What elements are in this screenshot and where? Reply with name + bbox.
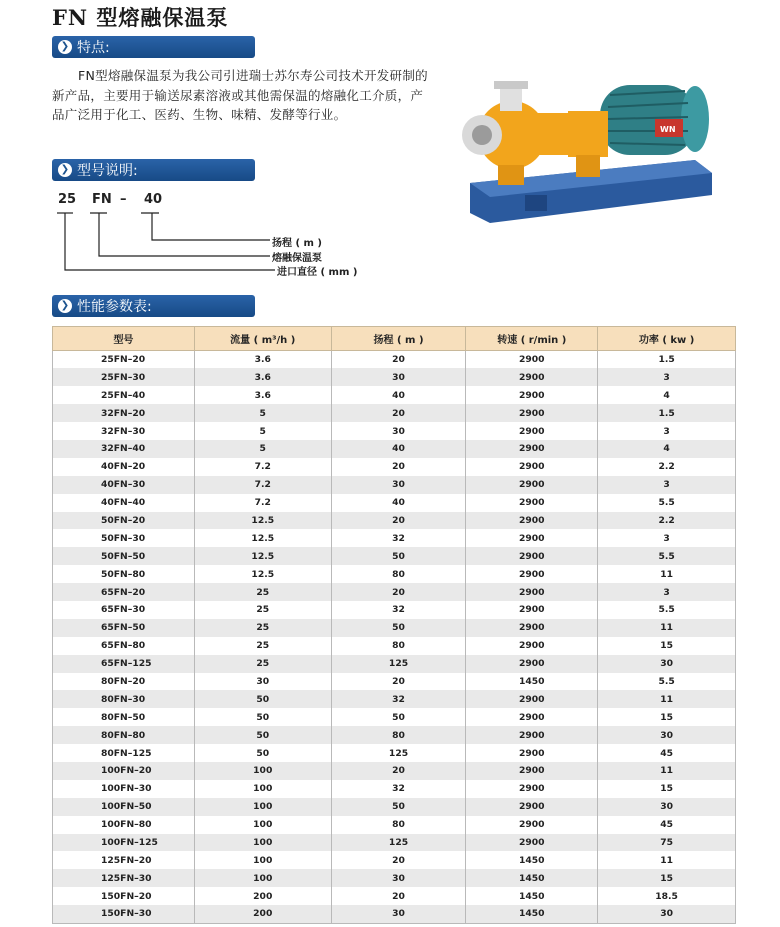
- table-row: [53, 798, 736, 816]
- cell-power: 5.5: [598, 673, 736, 691]
- cell-flow: 25: [194, 601, 331, 619]
- table-row: [53, 422, 736, 440]
- cell-flow: 7.2: [194, 494, 331, 512]
- cell-head: 50: [331, 619, 466, 637]
- cell-speed: 2900: [466, 619, 598, 637]
- table-row: [53, 744, 736, 762]
- cell-model: 100FN–80: [53, 816, 195, 834]
- section-title-params: 性能参数表:: [77, 299, 152, 315]
- cell-model: 100FN–50: [53, 798, 195, 816]
- table-row: [53, 619, 736, 637]
- cell-model: 80FN–50: [53, 708, 195, 726]
- cell-speed: 2900: [466, 494, 598, 512]
- cell-head: 125: [331, 834, 466, 852]
- table-row: [53, 690, 736, 708]
- cell-head: 20: [331, 762, 466, 780]
- cell-model: 32FN–20: [53, 404, 195, 422]
- cell-model: 65FN–125: [53, 655, 195, 673]
- cell-head: 20: [331, 512, 466, 530]
- section-bar-model: [52, 159, 255, 181]
- cell-power: 11: [598, 690, 736, 708]
- cell-power: 2.2: [598, 512, 736, 530]
- pump-illustration: [450, 55, 725, 233]
- cell-flow: 5: [194, 404, 331, 422]
- cell-power: 3: [598, 476, 736, 494]
- model-code-inlet: 25: [58, 192, 77, 207]
- cell-model: 40FN–40: [53, 494, 195, 512]
- table-row: [53, 905, 736, 923]
- header-power: 功率 ( kw ): [598, 327, 736, 351]
- cell-model: 150FN–30: [53, 905, 195, 923]
- cell-speed: 2900: [466, 744, 598, 762]
- cell-model: 65FN–50: [53, 619, 195, 637]
- cell-head: 40: [331, 494, 466, 512]
- cell-power: 5.5: [598, 494, 736, 512]
- cell-power: 11: [598, 762, 736, 780]
- cell-model: 32FN–40: [53, 440, 195, 458]
- cell-head: 20: [331, 458, 466, 476]
- cell-flow: 3.6: [194, 351, 331, 369]
- table-row: [53, 637, 736, 655]
- cell-head: 125: [331, 655, 466, 673]
- table-row: [53, 816, 736, 834]
- cell-head: 30: [331, 476, 466, 494]
- cell-head: 32: [331, 780, 466, 798]
- chevron-right-icon: ❯: [58, 163, 72, 177]
- page-title: FN 型熔融保温泵: [52, 5, 229, 30]
- cell-flow: 12.5: [194, 547, 331, 565]
- cell-power: 11: [598, 565, 736, 583]
- cell-speed: 2900: [466, 798, 598, 816]
- cell-flow: 50: [194, 726, 331, 744]
- cell-flow: 50: [194, 708, 331, 726]
- cell-head: 32: [331, 529, 466, 547]
- cell-model: 50FN–80: [53, 565, 195, 583]
- cell-power: 5.5: [598, 601, 736, 619]
- header-head: 扬程 ( m ): [331, 327, 466, 351]
- cell-head: 80: [331, 565, 466, 583]
- table-row: [53, 726, 736, 744]
- cell-speed: 2900: [466, 690, 598, 708]
- cell-speed: 2900: [466, 834, 598, 852]
- legend-head: 扬程 ( m ): [272, 238, 323, 249]
- cell-head: 30: [331, 905, 466, 923]
- table-row: [53, 655, 736, 673]
- cell-flow: 30: [194, 673, 331, 691]
- cell-power: 3: [598, 529, 736, 547]
- cell-speed: 2900: [466, 565, 598, 583]
- table-row: [53, 565, 736, 583]
- cell-speed: 1450: [466, 905, 598, 923]
- cell-power: 15: [598, 869, 736, 887]
- cell-model: 100FN–125: [53, 834, 195, 852]
- cell-flow: 12.5: [194, 565, 331, 583]
- cell-flow: 3.6: [194, 386, 331, 404]
- cell-head: 50: [331, 798, 466, 816]
- table-row: [53, 601, 736, 619]
- cell-model: 100FN–20: [53, 762, 195, 780]
- cell-power: 3: [598, 368, 736, 386]
- cell-flow: 25: [194, 583, 331, 601]
- table-row: [53, 386, 736, 404]
- table-row: [53, 404, 736, 422]
- cell-flow: 100: [194, 851, 331, 869]
- cell-head: 20: [331, 673, 466, 691]
- cell-power: 2.2: [598, 458, 736, 476]
- cell-head: 30: [331, 368, 466, 386]
- cell-speed: 2900: [466, 368, 598, 386]
- cell-model: 80FN–80: [53, 726, 195, 744]
- cell-speed: 2900: [466, 708, 598, 726]
- cell-head: 32: [331, 690, 466, 708]
- cell-flow: 5: [194, 440, 331, 458]
- header-speed: 转速 ( r/min ): [466, 327, 598, 351]
- cell-power: 30: [598, 798, 736, 816]
- cell-flow: 5: [194, 422, 331, 440]
- cell-speed: 2900: [466, 529, 598, 547]
- cell-flow: 3.6: [194, 368, 331, 386]
- cell-power: 1.5: [598, 404, 736, 422]
- table-row: [53, 529, 736, 547]
- section-title-model: 型号说明:: [77, 163, 138, 179]
- cell-flow: 7.2: [194, 458, 331, 476]
- cell-speed: 1450: [466, 851, 598, 869]
- cell-head: 20: [331, 851, 466, 869]
- table-row: [53, 440, 736, 458]
- cell-head: 32: [331, 601, 466, 619]
- cell-power: 4: [598, 440, 736, 458]
- table-row: [53, 708, 736, 726]
- cell-model: 25FN–30: [53, 368, 195, 386]
- cell-speed: 2900: [466, 762, 598, 780]
- cell-speed: 1450: [466, 869, 598, 887]
- table-row: [53, 547, 736, 565]
- cell-flow: 50: [194, 690, 331, 708]
- chevron-right-icon: ❯: [58, 299, 72, 313]
- cell-power: 30: [598, 726, 736, 744]
- cell-speed: 2900: [466, 386, 598, 404]
- cell-power: 45: [598, 816, 736, 834]
- cell-power: 11: [598, 851, 736, 869]
- cell-power: 3: [598, 422, 736, 440]
- table-header-row: [53, 327, 736, 351]
- cell-model: 32FN–30: [53, 422, 195, 440]
- cell-head: 50: [331, 547, 466, 565]
- cell-power: 18.5: [598, 887, 736, 905]
- cell-power: 4: [598, 386, 736, 404]
- cell-power: 5.5: [598, 547, 736, 565]
- cell-model: 40FN–20: [53, 458, 195, 476]
- cell-flow: 25: [194, 637, 331, 655]
- cell-model: 25FN–40: [53, 386, 195, 404]
- model-code-dash: –: [120, 192, 127, 207]
- cell-speed: 1450: [466, 887, 598, 905]
- cell-head: 80: [331, 816, 466, 834]
- model-code-type: FN: [92, 192, 112, 207]
- brand-logo: WN: [660, 125, 676, 134]
- cell-head: 50: [331, 708, 466, 726]
- cell-model: 100FN–30: [53, 780, 195, 798]
- cell-model: 65FN–20: [53, 583, 195, 601]
- legend-inlet: 进口直径 ( mm ): [277, 267, 358, 278]
- cell-power: 1.5: [598, 351, 736, 369]
- chevron-right-icon: ❯: [58, 40, 72, 54]
- cell-head: 125: [331, 744, 466, 762]
- cell-speed: 2900: [466, 583, 598, 601]
- cell-head: 20: [331, 887, 466, 905]
- cell-speed: 2900: [466, 655, 598, 673]
- cell-head: 80: [331, 726, 466, 744]
- table-row: [53, 673, 736, 691]
- table-row: [53, 512, 736, 530]
- cell-speed: 2900: [466, 512, 598, 530]
- cell-model: 50FN–20: [53, 512, 195, 530]
- cell-speed: 2900: [466, 601, 598, 619]
- cell-model: 125FN–30: [53, 869, 195, 887]
- cell-speed: 1450: [466, 673, 598, 691]
- cell-model: 25FN–20: [53, 351, 195, 369]
- model-code-diagram: [55, 205, 295, 277]
- cell-speed: 2900: [466, 440, 598, 458]
- table-row: [53, 458, 736, 476]
- table-row: [53, 368, 736, 386]
- table-row: [53, 351, 736, 369]
- cell-flow: 100: [194, 762, 331, 780]
- cell-head: 40: [331, 440, 466, 458]
- cell-model: 80FN–125: [53, 744, 195, 762]
- cell-speed: 2900: [466, 422, 598, 440]
- cell-model: 80FN–20: [53, 673, 195, 691]
- cell-flow: 100: [194, 834, 331, 852]
- cell-speed: 2900: [466, 726, 598, 744]
- table-row: [53, 869, 736, 887]
- section-bar-params: [52, 295, 255, 317]
- table-row: [53, 494, 736, 512]
- header-model: 型号: [53, 327, 195, 351]
- cell-head: 20: [331, 351, 466, 369]
- cell-model: 125FN–20: [53, 851, 195, 869]
- cell-model: 150FN–20: [53, 887, 195, 905]
- cell-flow: 7.2: [194, 476, 331, 494]
- table-row: [53, 762, 736, 780]
- cell-power: 15: [598, 637, 736, 655]
- cell-speed: 2900: [466, 476, 598, 494]
- cell-power: 45: [598, 744, 736, 762]
- section-title-features: 特点:: [77, 40, 110, 56]
- cell-speed: 2900: [466, 404, 598, 422]
- cell-head: 80: [331, 637, 466, 655]
- cell-speed: 2900: [466, 637, 598, 655]
- model-code-head: 40: [144, 192, 163, 207]
- cell-flow: 100: [194, 798, 331, 816]
- cell-power: 11: [598, 619, 736, 637]
- cell-power: 75: [598, 834, 736, 852]
- cell-speed: 2900: [466, 351, 598, 369]
- cell-flow: 12.5: [194, 529, 331, 547]
- cell-speed: 2900: [466, 458, 598, 476]
- table-row: [53, 834, 736, 852]
- section-bar-features: [52, 36, 255, 58]
- cell-flow: 50: [194, 744, 331, 762]
- cell-power: 15: [598, 780, 736, 798]
- cell-speed: 2900: [466, 816, 598, 834]
- cell-head: 30: [331, 869, 466, 887]
- cell-flow: 25: [194, 619, 331, 637]
- cell-flow: 12.5: [194, 512, 331, 530]
- cell-model: 65FN–80: [53, 637, 195, 655]
- performance-table: [52, 326, 736, 924]
- cell-flow: 25: [194, 655, 331, 673]
- cell-head: 30: [331, 422, 466, 440]
- cell-speed: 2900: [466, 780, 598, 798]
- table-row: [53, 476, 736, 494]
- cell-power: 30: [598, 655, 736, 673]
- legend-type: 熔融保温泵: [272, 253, 322, 264]
- cell-flow: 200: [194, 905, 331, 923]
- table-row: [53, 780, 736, 798]
- cell-power: 15: [598, 708, 736, 726]
- header-flow: 流量 ( m³/h ): [194, 327, 331, 351]
- cell-model: 50FN–30: [53, 529, 195, 547]
- cell-head: 20: [331, 583, 466, 601]
- cell-model: 40FN–30: [53, 476, 195, 494]
- cell-power: 3: [598, 583, 736, 601]
- table-row: [53, 887, 736, 905]
- cell-flow: 100: [194, 816, 331, 834]
- intro-paragraph: FN型熔融保温泵为我公司引进瑞士苏尔寿公司技术开发研制的新产品，主要用于输送尿素溶液或其他需保温的熔融化工介质，产品广泛用于化工、医药、生物、味精、发酵等行业。: [52, 68, 428, 122]
- cell-model: 80FN–30: [53, 690, 195, 708]
- table-row: [53, 851, 736, 869]
- cell-head: 20: [331, 404, 466, 422]
- cell-power: 30: [598, 905, 736, 923]
- table-row: [53, 583, 736, 601]
- cell-flow: 100: [194, 780, 331, 798]
- cell-flow: 200: [194, 887, 331, 905]
- cell-flow: 100: [194, 869, 331, 887]
- cell-speed: 2900: [466, 547, 598, 565]
- cell-head: 40: [331, 386, 466, 404]
- cell-model: 65FN–30: [53, 601, 195, 619]
- cell-model: 50FN–50: [53, 547, 195, 565]
